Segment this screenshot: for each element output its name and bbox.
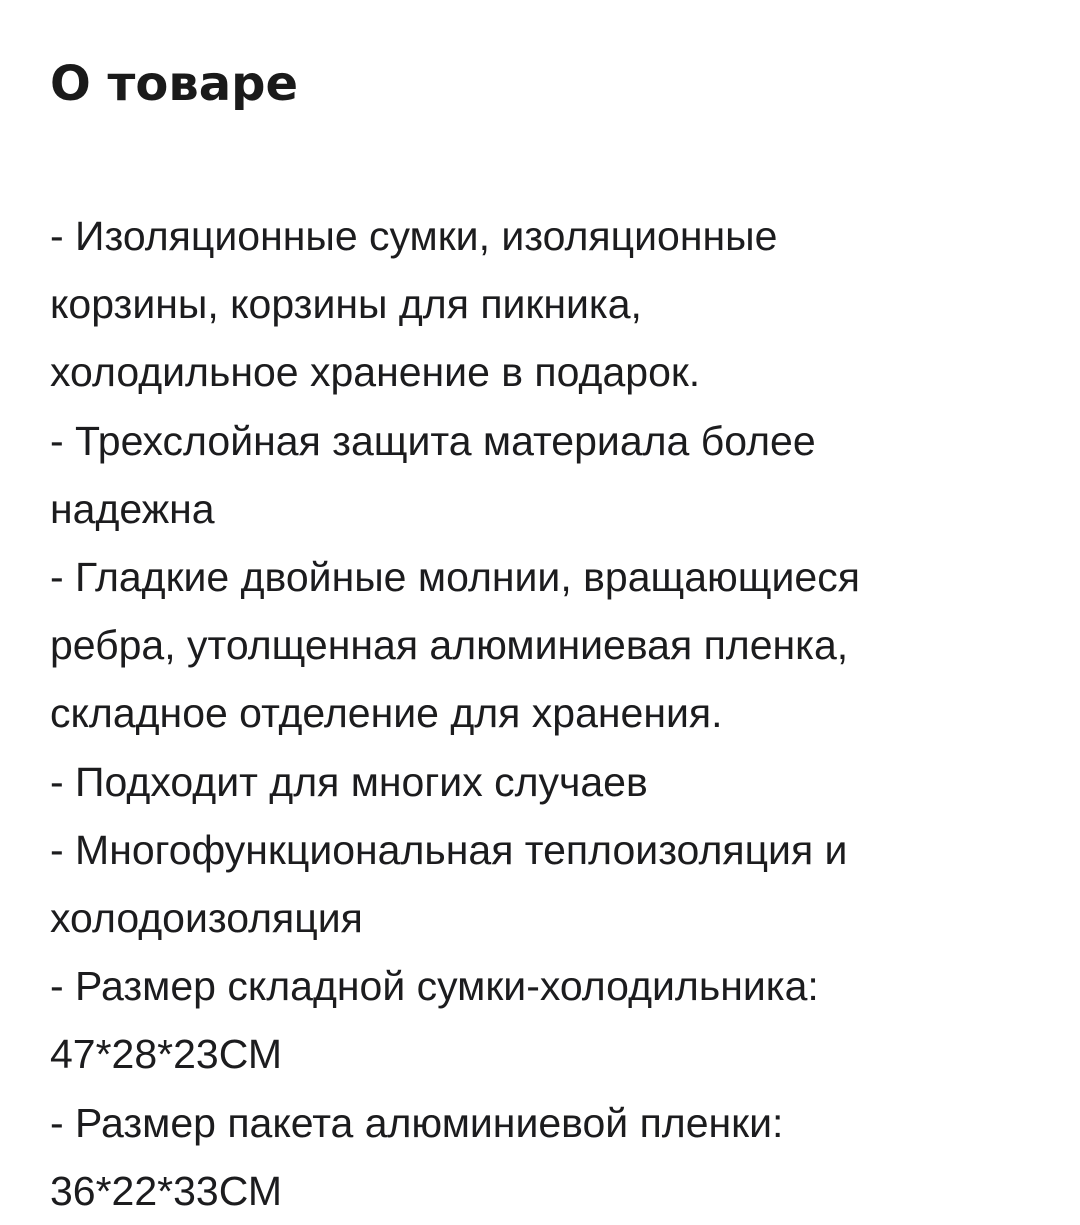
product-description-text: - Изоляционные сумки, изоляционные корзины, корзины для пикника, холодильное хранение в подарок. - Трехслойная защита материала более надежна - Гладкие двойные молнии, вращающиеся ребра, утолщенная алюминиевая пленка, складное отделение для хранения. - Подходит для многих случаев - Многофункциональная теплоизоляция и холодоизоляция - Размер складной сумки-холодильника: 47*28*23СМ - Размер пакета алюминиевой пленки: 36*22*33СМ xyxy=(50,213,860,1214)
product-description-section xyxy=(50,0,1050,1225)
section-title: О товаре xyxy=(50,56,298,112)
